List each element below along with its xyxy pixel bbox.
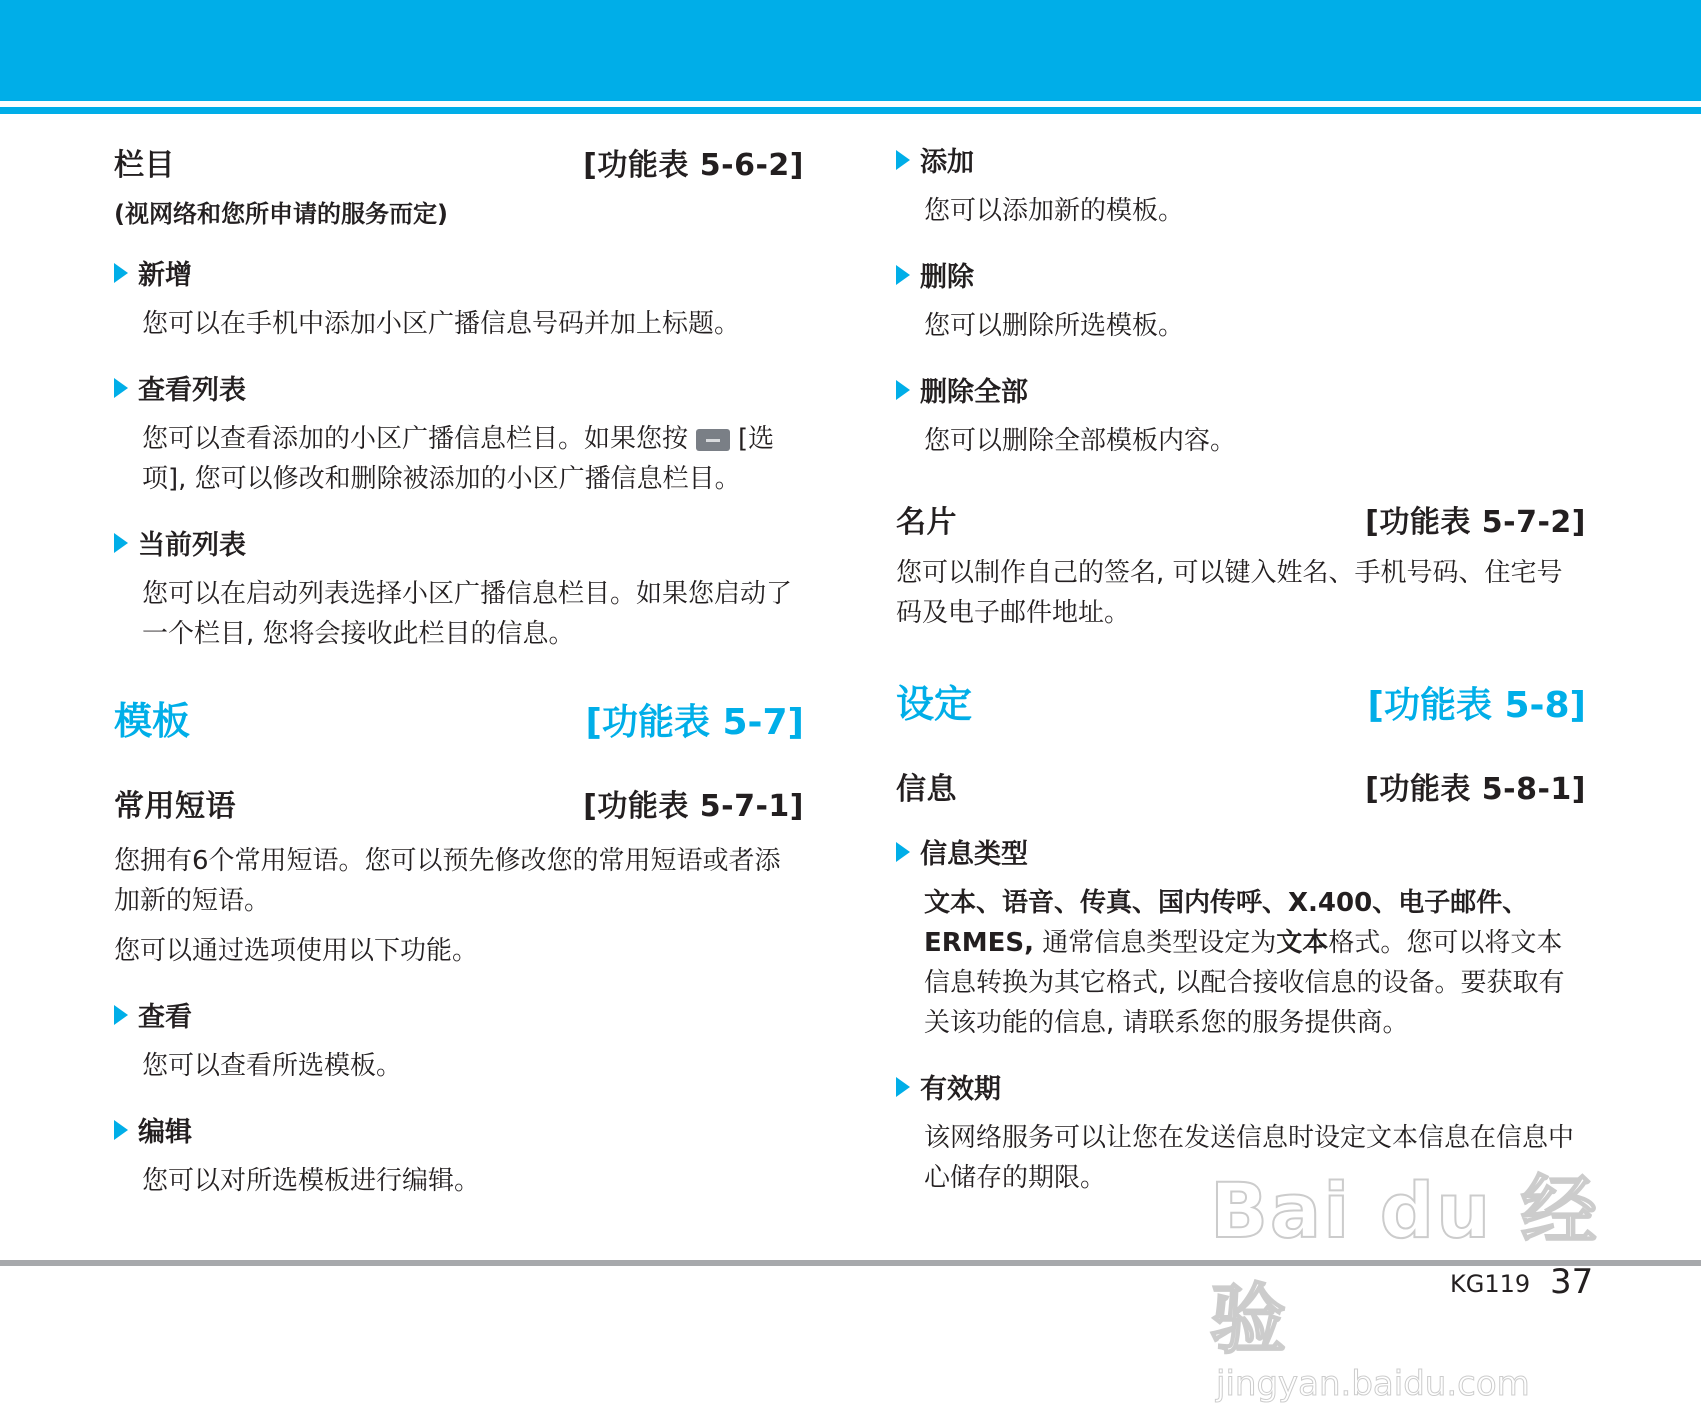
section-title: 设定 (896, 682, 973, 726)
list-item (114, 1110, 804, 1201)
right-column (896, 140, 1586, 1198)
item-description: 您可以查看所选模板。 (142, 1051, 403, 1081)
section-moban-heading (114, 690, 804, 745)
menu-reference: [功能表 5-7-2] (1365, 505, 1586, 540)
list-item (114, 995, 804, 1086)
section-lanmu-heading (114, 140, 804, 184)
triangle-bullet-icon (896, 1077, 910, 1097)
model-label: KG119 (1450, 1270, 1531, 1298)
triangle-bullet-icon (896, 265, 910, 285)
list-item (114, 368, 804, 499)
list-item (896, 140, 1586, 231)
menu-reference: [功能表 5-8] (1367, 685, 1586, 726)
item-description: 您可以在启动列表选择小区广播信息栏目。如果您启动了一个栏目, 您将会接收此栏目的信息。 (142, 579, 793, 649)
item-description: 您可以对所选模板进行编辑。 (142, 1166, 481, 1196)
section-title: 模板 (114, 699, 191, 743)
menu-reference: [功能表 5-6-2] (583, 148, 804, 183)
list-item (114, 523, 804, 654)
triangle-bullet-icon (114, 1120, 128, 1140)
item-description (142, 419, 804, 499)
description-part: 您可以查看添加的小区广播信息栏目。如果您按 (142, 424, 689, 454)
section-note: (视网络和您所申请的服务而定) (114, 200, 448, 228)
description-part: 文本、语音、传真、国内传呼、X.400、电子邮件、ERMES, (924, 888, 1529, 958)
item-description: 该网络服务可以让您在发送信息时设定文本信息在信息中心储存的期限。 (924, 1123, 1575, 1193)
section-sheding-heading (896, 673, 1586, 728)
triangle-bullet-icon (896, 380, 910, 400)
page-number: 37 (1550, 1262, 1594, 1302)
description-part: [选项], 您可以修改和删除被添加的小区广播信息栏目。 (142, 424, 775, 494)
section-title: 常用短语 (114, 789, 236, 824)
paragraph: 您拥有6个常用短语。您可以预先修改您的常用短语或者添加新的短语。 (114, 846, 781, 916)
item-title: 删除 (920, 262, 974, 293)
item-title: 删除全部 (920, 377, 1028, 408)
section-xinxi-heading (896, 764, 1586, 808)
left-softkey-icon (696, 429, 730, 451)
item-description: 您可以在手机中添加小区广播信息号码并加上标题。 (142, 309, 741, 339)
header-bar (0, 0, 1701, 101)
list-item (114, 253, 804, 344)
list-item (896, 370, 1586, 461)
section-title: 栏目 (114, 148, 175, 183)
section-title: 名片 (896, 505, 957, 540)
triangle-bullet-icon (114, 263, 128, 283)
item-description (924, 883, 1586, 1043)
list-item (896, 832, 1586, 1043)
paragraph: 您可以通过选项使用以下功能。 (114, 936, 479, 966)
triangle-bullet-icon (114, 533, 128, 553)
menu-reference: [功能表 5-7] (585, 702, 804, 743)
item-title: 查看 (138, 1002, 192, 1033)
item-title: 新增 (138, 260, 192, 291)
menu-reference: [功能表 5-7-1] (583, 789, 804, 824)
menu-reference: [功能表 5-8-1] (1365, 772, 1586, 807)
header-rule (0, 107, 1701, 114)
description-part: 通常信息类型设定为 (1034, 928, 1277, 958)
item-description: 您可以添加新的模板。 (924, 196, 1185, 226)
triangle-bullet-icon (896, 842, 910, 862)
watermark-url: jingyan.baidu.com (1216, 1364, 1530, 1404)
item-title: 信息类型 (920, 839, 1028, 870)
section-title: 信息 (896, 772, 957, 807)
watermark-logo-text: Bai du 经验 (1210, 1166, 1599, 1364)
description-part: 格式。您可以将文本信息转换为其它格式, 以配合接收信息的设备。要获取有关该功能的信息, 请联系您的服务提供商。 (924, 928, 1565, 1038)
item-description: 您可以删除全部模板内容。 (924, 426, 1237, 456)
triangle-bullet-icon (114, 1005, 128, 1025)
description-part: 文本 (1276, 928, 1329, 958)
item-title: 有效期 (920, 1074, 1001, 1105)
list-item (896, 255, 1586, 346)
item-title: 当前列表 (138, 530, 246, 561)
triangle-bullet-icon (114, 378, 128, 398)
item-title: 查看列表 (138, 375, 246, 406)
item-title: 添加 (920, 147, 974, 178)
section-mingpian-heading (896, 497, 1586, 541)
triangle-bullet-icon (896, 150, 910, 170)
item-description: 您可以删除所选模板。 (924, 311, 1185, 341)
paragraph: 您可以制作自己的签名, 可以键入姓名、手机号码、住宅号码及电子邮件地址。 (896, 558, 1563, 628)
footer-rule (0, 1260, 1701, 1266)
item-title: 编辑 (138, 1117, 192, 1148)
left-column (114, 140, 804, 1201)
section-changyong-heading (114, 781, 804, 825)
